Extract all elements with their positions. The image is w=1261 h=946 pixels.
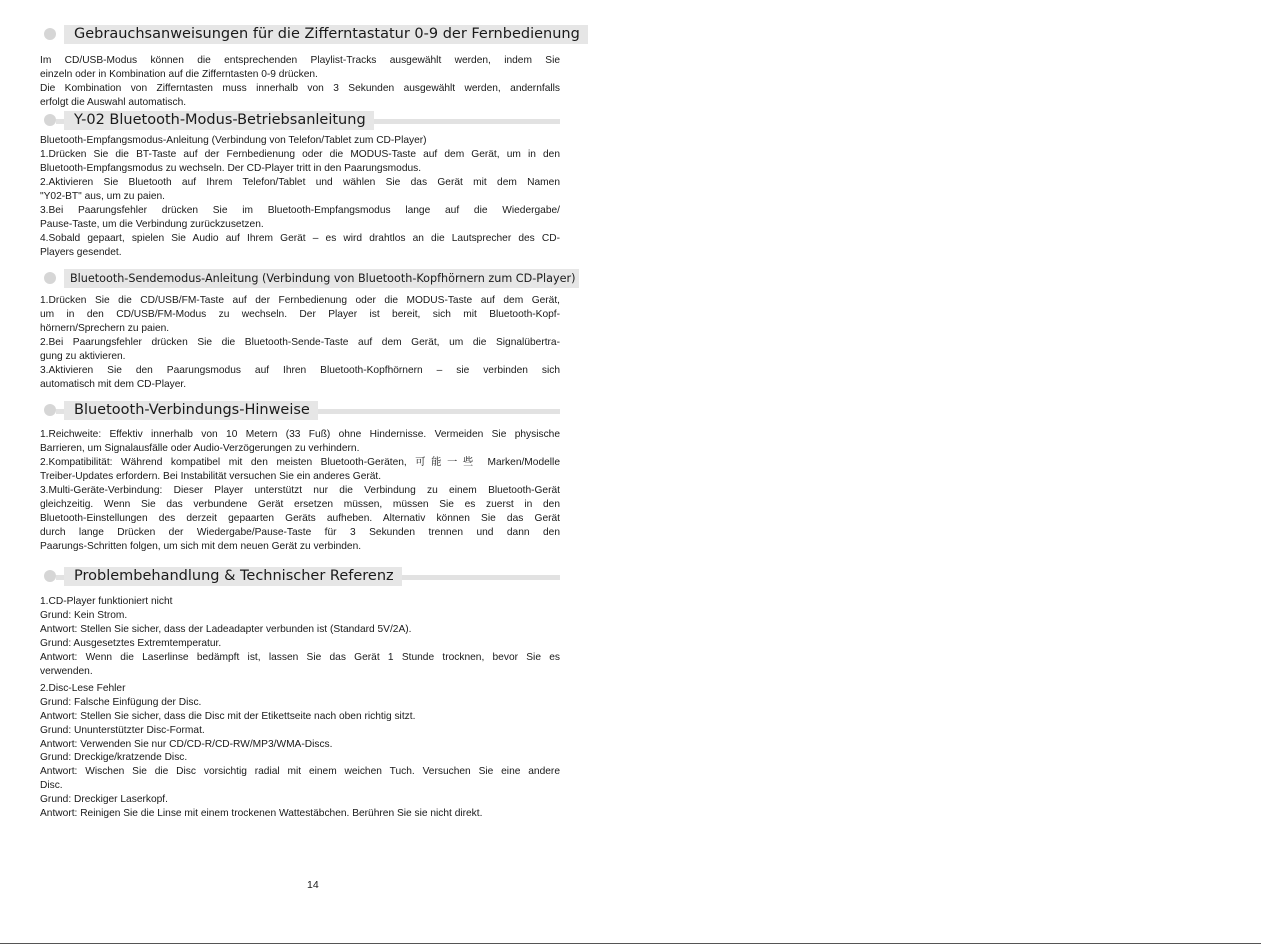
text-line: 3.Multi-Geräte-Verbindung: Dieser Player unterstützt nur die Verbindung zu einem Bluetooth-Gerät: [40, 484, 560, 496]
section-title: Bluetooth-Verbindungs-Hinweise: [64, 401, 318, 420]
text-line: Antwort: Wenn die Laserlinse bedämpft ist, lassen Sie das Gerät 1 Stunde trocknen, bevor Sie es: [40, 651, 560, 663]
text-line: 1.Reichweite: Effektiv innerhalb von 10 Metern (33 Fuß) ohne Hindernisse. Vermeiden Sie physische: [40, 429, 560, 440]
text-line: Grund: Falsche Einfügung der Disc.: [40, 696, 202, 708]
text-line: Grund: Dreckige/kratzende Disc.: [40, 752, 188, 764]
text-line: 1.Drücken Sie die BT-Taste auf der Fernbedienung oder die MODUS-Taste auf dem Gerät, um in den: [40, 148, 560, 160]
text-line: Im CD/USB-Modus können die entsprechenden Playlist-Tracks ausgewählt werden, indem Sie: [40, 55, 560, 66]
text-line: 2.Kompatibilität: Während kompatibel mit den meisten Bluetooth-Geräten, 可能一些 Marken/Modelle: [40, 456, 560, 468]
section-body: [40, 595, 560, 821]
text-line: 4.Sobald gepaart, spielen Sie Audio auf Ihrem Gerät – es wird drahtlos an die Lautsprecher des CD-: [40, 232, 560, 244]
text-line: Antwort: Stellen Sie sicher, dass der Ladeadapter verbunden ist (Standard 5V/2A).: [40, 623, 412, 635]
section-bt-send: [40, 266, 576, 398]
section-keypad: [40, 22, 580, 108]
text-line: 3.Bei Paarungsfehler drücken Sie im Bluetooth-Empfangsmodus lange auf die Wiedergabe/: [40, 204, 560, 216]
section-heading: [44, 108, 560, 132]
text-line: 2.Bei Paarungsfehler drücken Sie die Bluetooth-Sende-Taste auf dem Gerät, um die Signalübertra-: [40, 336, 560, 348]
text-line: Antwort: Stellen Sie sicher, dass die Disc mit der Etikettseite nach oben richtig sitzt.: [40, 710, 416, 722]
text-line: Players gesendet.: [40, 246, 122, 258]
text-line: Barrieren, um Signalausfälle oder Audio-Verzögerungen zu verhindern.: [40, 442, 360, 454]
section-title: Problembehandlung & Technischer Referenz: [64, 567, 402, 586]
section-bt-notes: [40, 398, 560, 564]
text-line: 2.Aktivieren Sie Bluetooth auf Ihrem Telefon/Tablet und wählen Sie das Gerät mit dem Namen: [40, 176, 560, 188]
section-heading: [44, 564, 560, 588]
text-line: Antwort: Verwenden Sie nur CD/CD-R/CD-RW/MP3/WMA-Discs.: [40, 738, 333, 750]
text-line: Disc.: [40, 780, 63, 792]
section-body: [40, 294, 560, 392]
section-title: Y-02 Bluetooth-Modus-Betriebsanleitung: [64, 111, 374, 130]
bullet-icon: [44, 404, 56, 416]
text-line: automatisch mit dem CD-Player.: [40, 378, 187, 390]
text-line: Treiber-Updates erfordern. Bei Instabilität versuchen Sie ein anderes Gerät.: [40, 470, 382, 482]
section-troubleshooting: [40, 564, 560, 821]
bullet-icon: [44, 570, 56, 582]
text-line: erfolgt die Auswahl automatisch.: [40, 96, 187, 108]
text-line: Pause-Taste, um die Verbindung zurückzusetzen.: [40, 218, 264, 230]
bottom-border: [0, 943, 1261, 944]
text-line: durch lange Drücken der Wiedergabe/Pause-Taste für 3 Sekunden trennen und dann den: [40, 526, 560, 538]
text-line: 2.Disc-Lese Fehler: [40, 682, 126, 694]
text-line: Paarungs-Schritten folgen, um sich mit dem neuen Gerät zu verbinden.: [40, 540, 362, 552]
section-heading: [44, 398, 560, 422]
text-line: Bluetooth-Empfangsmodus zu wechseln. Der CD-Player tritt in den Paarungsmodus.: [40, 162, 422, 174]
section-title: Bluetooth-Sendemodus-Anleitung (Verbindung von Bluetooth-Kopfhörnern zum CD-Player): [64, 269, 579, 288]
text-line: Grund: Dreckiger Laserkopf.: [40, 794, 168, 806]
text-line: Bluetooth-Einstellungen des derzeit gepaarten Geräts aufheben. Alternativ können Sie das Gerät: [40, 512, 560, 524]
section-body: [40, 54, 560, 110]
text-line: Grund: Ununterstützter Disc-Format.: [40, 724, 205, 736]
section-body: [40, 134, 560, 260]
bullet-icon: [44, 272, 56, 284]
text-line: Antwort: Reinigen Sie die Linse mit einem trockenen Wattestäbchen. Berühren Sie sie nicht direkt.: [40, 808, 483, 820]
text-line: hörnern/Sprechern zu paien.: [40, 322, 170, 334]
section-body: [40, 428, 560, 554]
text-line: Antwort: Wischen Sie die Disc vorsichtig radial mit einem weichen Tuch. Versuchen Sie eine andere: [40, 766, 560, 778]
text-line: "Y02-BT" aus, um zu paien.: [40, 190, 166, 202]
manual-page: [40, 22, 580, 821]
section-heading: [44, 266, 576, 290]
bullet-icon: [44, 114, 56, 126]
text-line: Grund: Ausgesetztes Extremtemperatur.: [40, 637, 222, 649]
section-bt-receive: [40, 108, 560, 266]
bullet-icon: [44, 28, 56, 40]
text-line: 1.Drücken Sie die CD/USB/FM-Taste auf der Fernbedienung oder die MODUS-Taste auf dem Gerät,: [40, 295, 560, 306]
text-line: einzeln oder in Kombination auf die Zifferntasten 0-9 drücken.: [40, 68, 318, 80]
section-title: Gebrauchsanweisungen für die Zifferntastatur 0-9 der Fernbedienung: [64, 25, 588, 44]
text-line: um in den CD/USB/FM-Modus zu wechseln. Der Player ist bereit, sich mit Bluetooth-Kopf-: [40, 308, 560, 320]
text-line: Die Kombination von Zifferntasten muss innerhalb von 3 Sekunden ausgewählt werden, andernfalls: [40, 82, 560, 94]
text-line: gung zu aktivieren.: [40, 350, 126, 362]
text-line: 1.CD-Player funktioniert nicht: [40, 596, 173, 607]
text-line: verwenden.: [40, 665, 93, 677]
text-line: 3.Aktivieren Sie den Paarungsmodus auf Ihren Bluetooth-Kopfhörnern – sie verbinden sich: [40, 364, 560, 376]
text-line: Bluetooth-Empfangsmodus-Anleitung (Verbindung von Telefon/Tablet zum CD-Player): [40, 135, 427, 146]
page-number: 14: [307, 879, 319, 891]
section-heading: [44, 22, 580, 46]
text-line: Grund: Kein Strom.: [40, 609, 128, 621]
text-line: gleichzeitig. Wenn Sie das verbundene Gerät ersetzen müssen, müssen Sie es zuerst in den: [40, 498, 560, 510]
